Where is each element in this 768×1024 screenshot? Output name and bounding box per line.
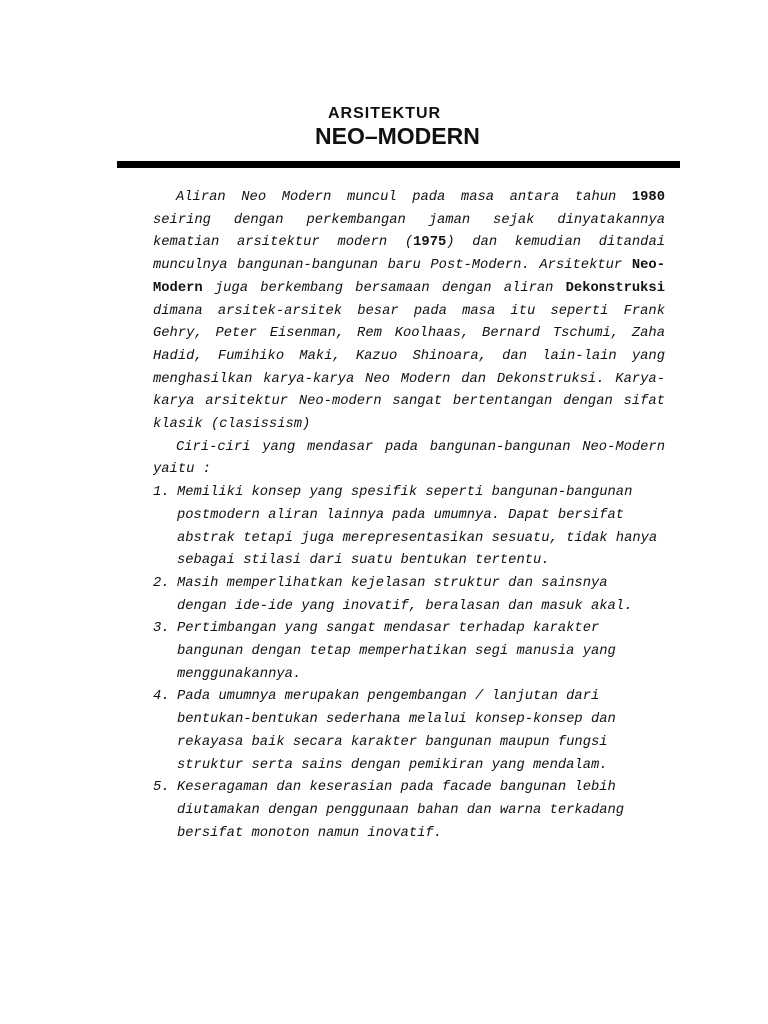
list-number: 1. [153, 485, 170, 501]
list-item [153, 618, 665, 686]
list-item [153, 686, 665, 777]
title-divider [117, 161, 680, 168]
term-neo-modern: Neo-Modern [153, 258, 665, 296]
list-item [153, 482, 665, 573]
text-run: ) dan kemudian ditandai munculnya bangunan-bangunan baru Post-Modern. Arsitektur [153, 235, 665, 274]
document-title: NEO–MODERN [315, 123, 480, 149]
document-body [153, 187, 665, 845]
list-item-text: Keseragaman dan keserasian pada facade bangunan lebih diutamakan dengan penggunaan bahan dan warna terkadang bersifat monoton namun inovatif. [177, 780, 625, 841]
list-number: 3. [153, 621, 170, 637]
year-1980: 1980 [631, 190, 665, 205]
list-item [153, 777, 665, 845]
text-run: Aliran Neo Modern muncul pada masa antara tahun [176, 190, 632, 205]
characteristics-list [153, 482, 665, 845]
year-1975: 1975 [413, 235, 447, 251]
term-dekonstruksi: Dekonstruksi [565, 280, 665, 296]
list-item-text: Pertimbangan yang sangat mendasar terhadap karakter bangunan dengan tetap memperhatikan segi manusia yang menggunakannya. [177, 621, 616, 682]
intro-paragraph [153, 187, 665, 437]
list-item-text: Memiliki konsep yang spesifik seperti bangunan-bangunan postmodern aliran lainnya pada umumnya. Dapat bersifat abstrak tetapi juga merepresentasikan sesuatu, tidak hanya sebagai stilasi dari suatu bentukan tertentu. [177, 485, 658, 569]
document-subtitle: ARSITEKTUR [328, 105, 442, 122]
list-item-text: Pada umumnya merupakan pengembangan / lanjutan dari bentukan-bentukan sederhana melalui konsep-konsep dan rekayasa baik secara karakter bangunan maupun fungsi struktur serta sains dengan pemikiran yang mendalam. [177, 689, 616, 773]
characteristics-intro: Ciri-ciri yang mendasar pada bangunan-bangunan Neo-Modern yaitu : [153, 439, 665, 478]
text-run: seiring dengan perkembangan jaman sejak dinyatakannya kematian arsitektur modern ( [153, 212, 665, 251]
list-number: 5. [153, 780, 170, 796]
text-run: dimana arsitek-arsitek besar pada masa itu seperti Frank Gehry, Peter Eisenman, Rem Koolhaas, Bernard Tschumi, Zaha Hadid, Fumihiko Maki, Kazuo Shinoara, dan lain-lain yang menghasilkan karya-karya Neo Modern dan Dekonstruksi. Karya-karya arsitektur Neo-modern sangat bertentangan dengan sifat klasik (clasissism) [153, 303, 665, 433]
list-item-text: Masih memperlihatkan kejelasan struktur dan sainsnya dengan ide-ide yang inovatif, beralasan dan masuk akal. [177, 575, 633, 614]
text-run: juga berkembang bersamaan dengan aliran [202, 280, 566, 296]
list-number: 2. [153, 575, 170, 591]
list-number: 4. [153, 689, 170, 705]
list-item [153, 573, 665, 618]
